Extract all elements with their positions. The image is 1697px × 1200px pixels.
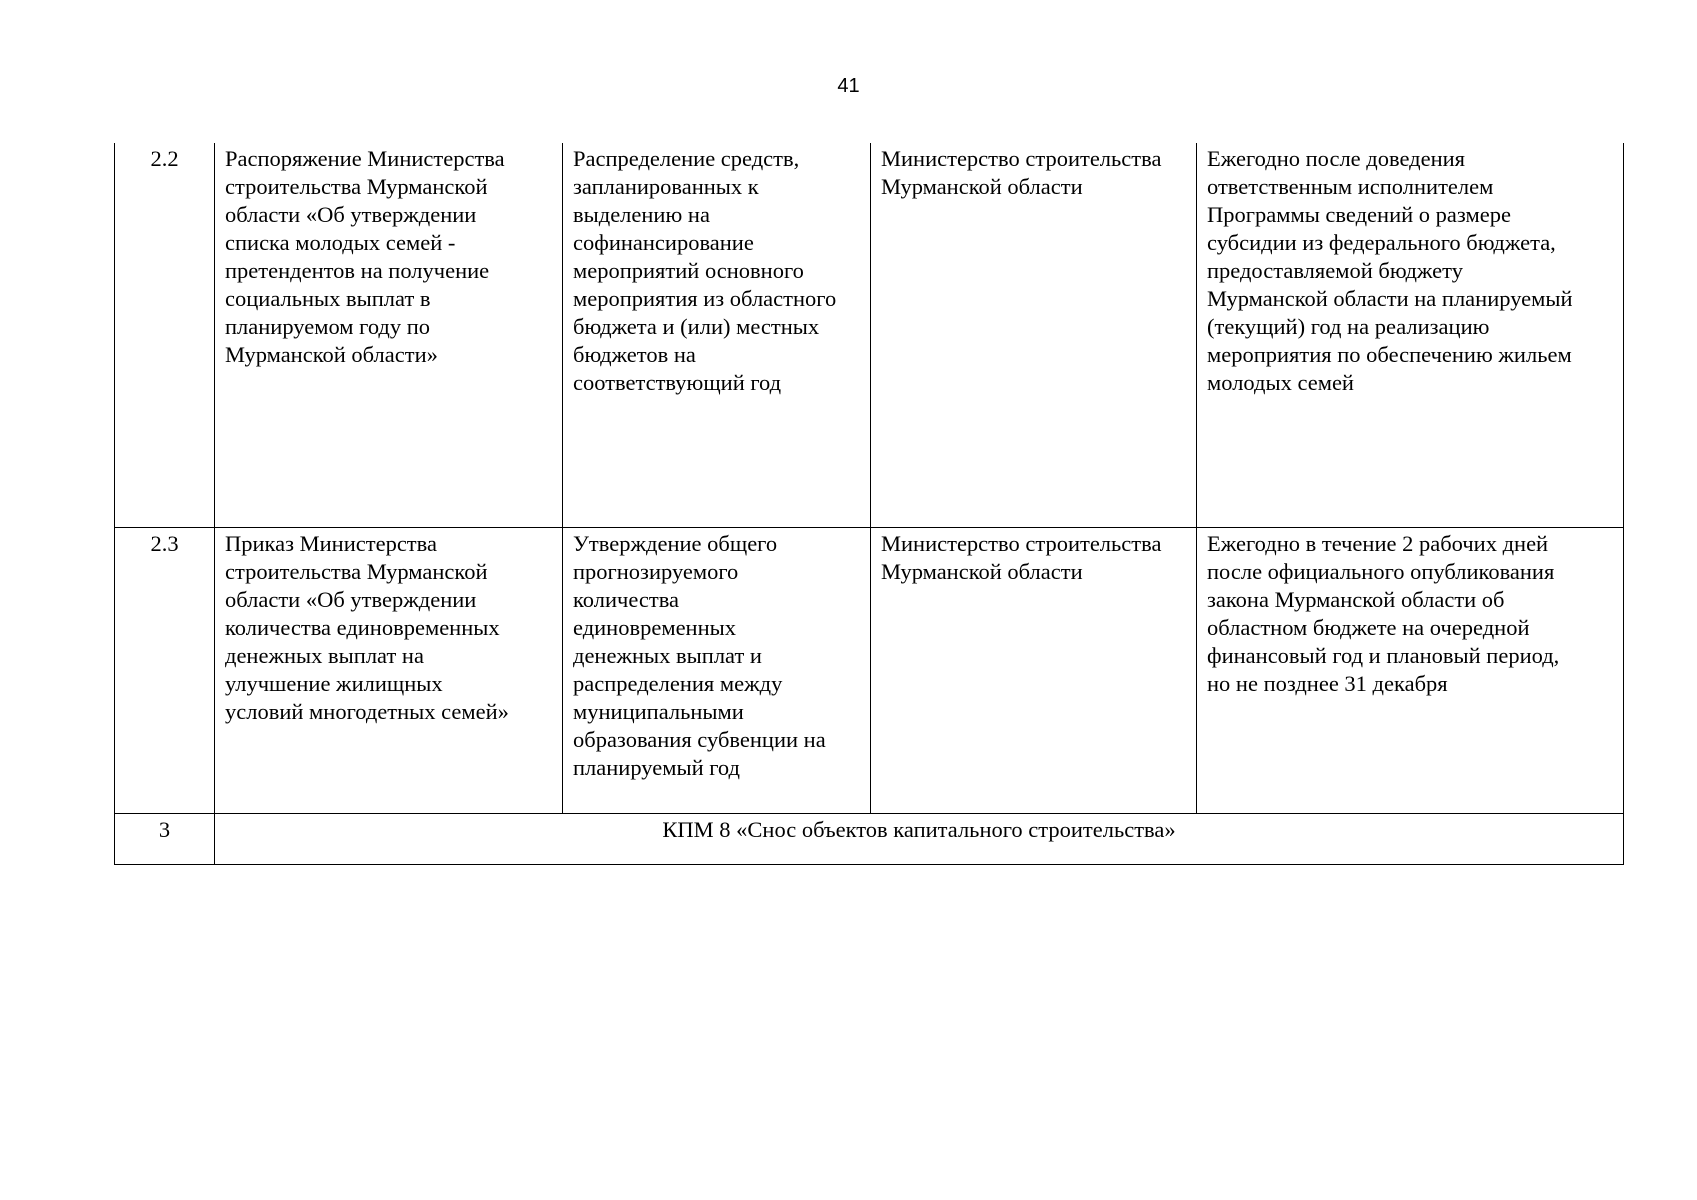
deadline-cell: [1197, 143, 1624, 528]
section-title: КПМ 8 «Снос объектов капитального строительства»: [662, 817, 1176, 842]
deadline-text: Ежегодно в течение 2 рабочих дней после официального опубликования закона Мурманской области об областном бюджете на очередной финансовый год и плановый период, но не позднее 31 декабря: [1207, 531, 1560, 696]
document-cell: [215, 528, 563, 814]
content-text: Распределение средств, запланированных к выделению на софинансирование мероприятий основного мероприятия из областного бюджета и (или) местных бюджетов на соответствующий год: [573, 146, 837, 395]
page-number: 41: [837, 75, 860, 97]
executor-cell: [871, 528, 1197, 814]
deadline-text: Ежегодно после доведения ответственным исполнителем Программы сведений о размере субсидии из федерального бюджета, предоставляемой бюджету Мурманской области на планируемый (текущий) год на реализацию мероприятия по обеспечению жильем молодых семей: [1207, 146, 1573, 395]
executor-text: Министерство строительства Мурманской области: [881, 531, 1162, 584]
document-text: Распоряжение Министерства строительства Мурманской области «Об утверждении списка молодых семей - претендентов на получение социальных выплат в планируемом году по Мурманской области»: [225, 146, 505, 367]
deadline-cell: [1197, 528, 1624, 814]
row-number: 3: [158, 817, 171, 842]
table-row: [115, 528, 1624, 814]
section-title-cell: [215, 814, 1624, 865]
document-text: Приказ Министерства строительства Мурманской области «Об утверждении количества единовременных денежных выплат на улучшение жилищных условий многодетных семей»: [225, 531, 509, 724]
document-cell: [215, 143, 563, 528]
row-number-cell: [115, 814, 215, 865]
content-cell: [563, 528, 871, 814]
measures-table: [114, 143, 1624, 865]
row-number: 2.2: [150, 146, 179, 171]
row-number: 2.3: [150, 531, 179, 556]
table-row: [115, 814, 1624, 865]
content-cell: [563, 143, 871, 528]
executor-text: Министерство строительства Мурманской области: [881, 146, 1162, 199]
table-row: [115, 143, 1624, 528]
row-number-cell: [115, 528, 215, 814]
content-text: Утверждение общего прогнозируемого количества единовременных денежных выплат и распределения между муниципальными образования субвенции на планируемый год: [573, 531, 826, 780]
executor-cell: [871, 143, 1197, 528]
row-number-cell: [115, 143, 215, 528]
